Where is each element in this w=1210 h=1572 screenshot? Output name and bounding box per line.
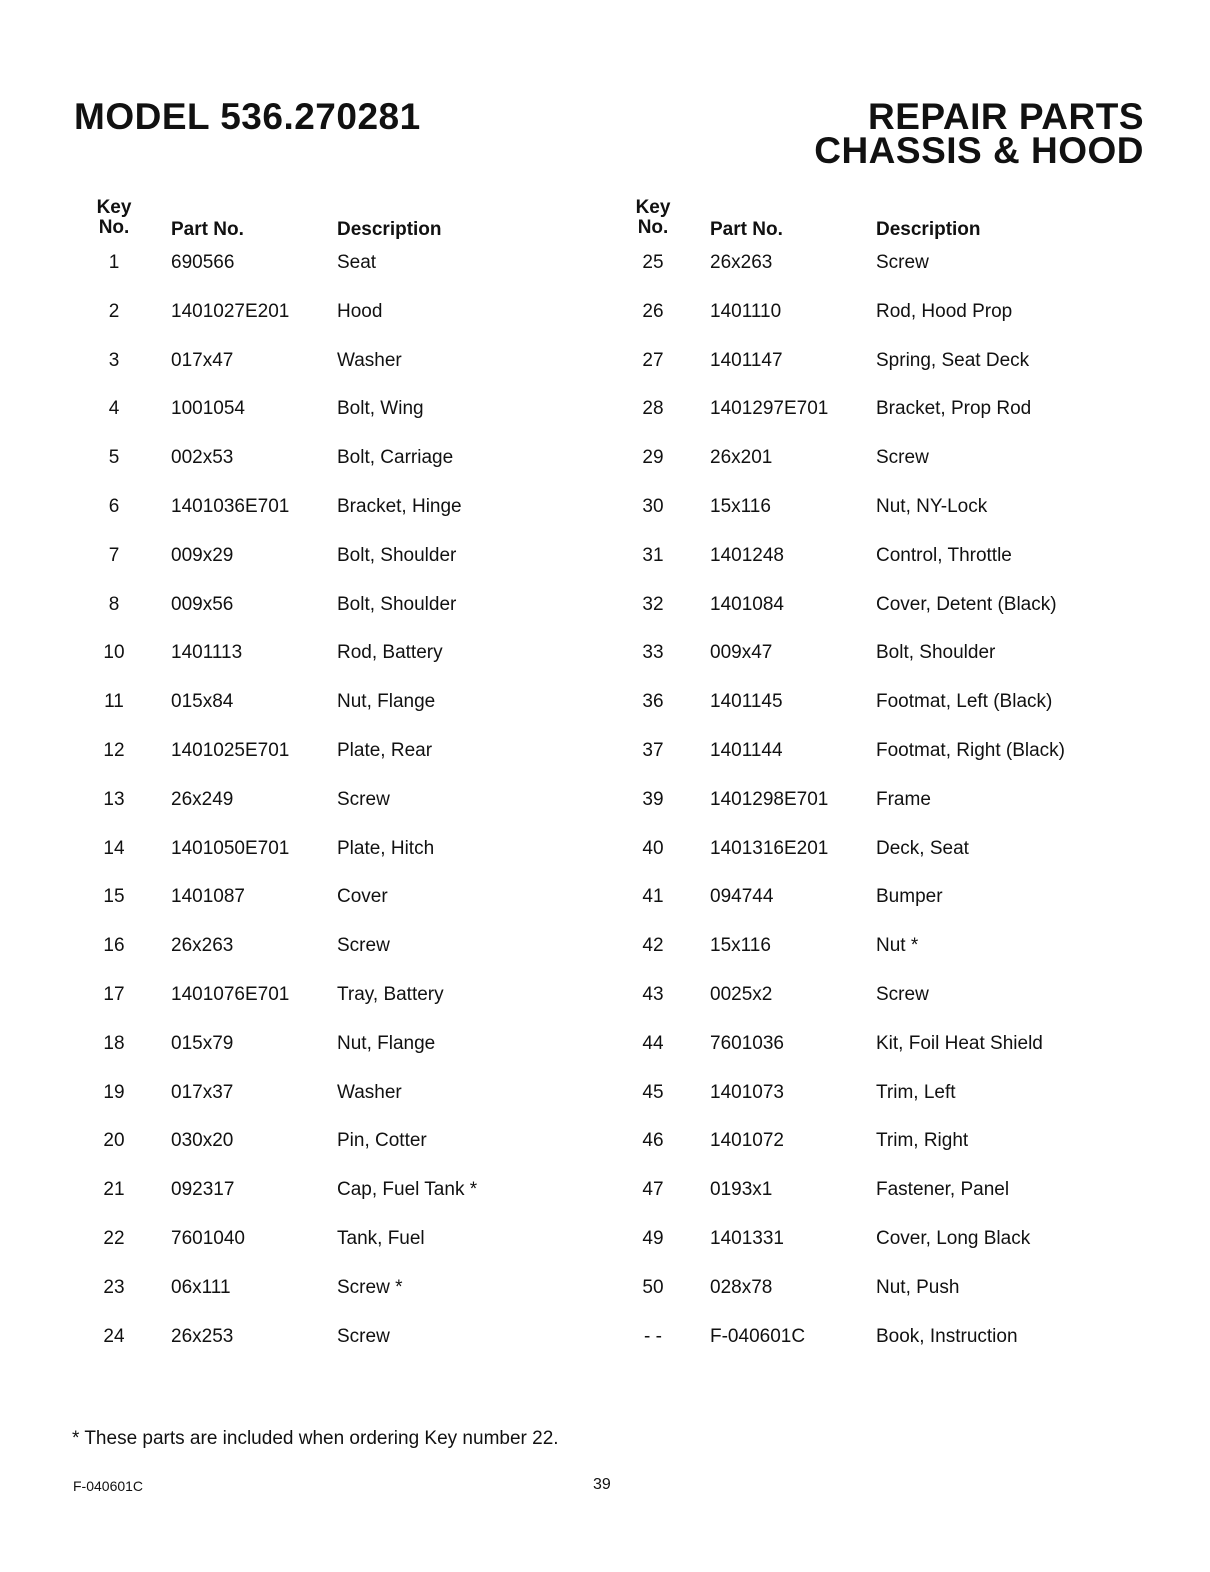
parts-row	[80, 1218, 600, 1267]
parts-row	[619, 535, 1139, 584]
key-number: 46	[642, 1130, 664, 1152]
part-description: Screw	[876, 252, 929, 273]
description-header: Description	[337, 219, 442, 240]
parts-row	[619, 486, 1139, 535]
part-number: 26x263	[171, 935, 234, 957]
part-description: Bolt, Shoulder	[876, 642, 996, 664]
key-header-line2: No.	[637, 217, 669, 238]
part-number: 1401050E701	[171, 837, 290, 859]
parts-row	[619, 730, 1139, 779]
key-number: 17	[103, 983, 125, 1005]
part-number: 1401076E701	[171, 983, 290, 1005]
section-title-line1: REPAIR PARTS	[868, 96, 1144, 137]
key-number: 2	[108, 300, 120, 322]
part-description: Bumper	[876, 886, 943, 908]
part-description: Screw	[876, 983, 929, 1005]
part-number: 0193x1	[710, 1179, 773, 1201]
part-description: Fastener, Panel	[876, 1179, 1010, 1201]
key-number: 41	[642, 886, 664, 908]
page-number: 39	[593, 1476, 611, 1493]
parts-row	[619, 974, 1139, 1023]
part-description: Trim, Right	[876, 1130, 969, 1152]
key-number: 4	[108, 398, 120, 420]
part-number: 030x20	[171, 1130, 234, 1152]
parts-row	[619, 584, 1139, 633]
parts-row	[619, 1120, 1139, 1169]
parts-row	[80, 632, 600, 681]
key-number: 26	[642, 300, 664, 322]
key-number: 3	[108, 349, 120, 371]
part-description: Nut, Flange	[337, 1032, 436, 1054]
part-number: 1401036E701	[171, 495, 290, 517]
part-description: Kit, Foil Heat Shield	[876, 1032, 1043, 1054]
part-number: 26x201	[710, 447, 773, 469]
part-number: 1401025E701	[171, 739, 290, 761]
part-number: 26x263	[710, 252, 773, 273]
part-number: 15x116	[710, 495, 771, 517]
parts-row	[619, 1267, 1139, 1316]
part-number: 094744	[710, 886, 774, 908]
parts-row	[80, 1120, 600, 1169]
key-number: 5	[108, 447, 120, 469]
parts-row	[80, 1267, 600, 1316]
part-number: 1401113	[171, 642, 243, 664]
key-number: 1	[108, 252, 120, 273]
part-description: Cover, Detent (Black)	[876, 593, 1057, 615]
parts-row	[80, 730, 600, 779]
part-description: Footmat, Right (Black)	[876, 739, 1065, 761]
part-description: Washer	[337, 1081, 402, 1103]
part-description: Bracket, Hinge	[337, 495, 462, 517]
key-number: 7	[108, 544, 120, 566]
part-description: Tray, Battery	[337, 983, 444, 1005]
key-number: 33	[642, 642, 664, 664]
key-number: 24	[103, 1325, 125, 1347]
parts-row	[619, 1316, 1139, 1365]
part-description: Footmat, Left (Black)	[876, 691, 1053, 713]
part-number: 002x53	[171, 447, 234, 469]
description-header: Description	[876, 219, 981, 240]
part-number: 1401145	[710, 691, 783, 713]
part-description: Spring, Seat Deck	[876, 349, 1030, 371]
part-description: Book, Instruction	[876, 1325, 1018, 1347]
part-number: 26x253	[171, 1325, 234, 1347]
key-number: 20	[103, 1130, 125, 1152]
parts-row	[619, 340, 1139, 389]
parts-row	[619, 779, 1139, 828]
key-header-line1: Key	[635, 197, 671, 218]
parts-row	[619, 388, 1139, 437]
parts-row	[80, 681, 600, 730]
part-number: 009x29	[171, 544, 234, 566]
parts-row	[619, 1169, 1139, 1218]
parts-row	[80, 584, 600, 633]
key-number: - -	[644, 1325, 662, 1347]
part-description: Nut, Flange	[337, 691, 436, 713]
part-number: 009x47	[710, 642, 773, 664]
part-number: 1401297E701	[710, 398, 829, 420]
key-number: 15	[103, 886, 125, 908]
part-number-header: Part No.	[171, 219, 244, 240]
part-description: Plate, Hitch	[337, 837, 435, 859]
part-number: 7601036	[710, 1032, 784, 1054]
key-number: 45	[642, 1081, 664, 1103]
parts-row	[80, 388, 600, 437]
part-description: Plate, Rear	[337, 739, 433, 761]
part-number: 1401144	[710, 739, 783, 761]
key-number-header	[94, 198, 134, 238]
parts-row	[80, 340, 600, 389]
part-description: Screw	[337, 788, 390, 810]
parts-row	[619, 681, 1139, 730]
part-number: 15x116	[710, 935, 771, 957]
part-number: 1401072	[710, 1130, 784, 1152]
part-description: Bolt, Carriage	[337, 447, 454, 469]
parts-row	[80, 437, 600, 486]
key-number: 28	[642, 398, 664, 420]
parts-row	[80, 1169, 600, 1218]
key-number: 43	[642, 983, 664, 1005]
part-description: Trim, Left	[876, 1081, 956, 1103]
model-title: MODEL 536.270281	[74, 96, 421, 137]
parts-row	[80, 1023, 600, 1072]
parts-row	[80, 242, 600, 291]
part-description: Cap, Fuel Tank *	[337, 1179, 478, 1201]
parts-rows-left	[80, 242, 600, 1364]
parts-rows-right	[619, 242, 1139, 1364]
key-number: 21	[103, 1179, 125, 1201]
parts-table-left	[80, 196, 600, 1364]
footnote: * These parts are included when ordering Key number 22.	[72, 1428, 559, 1449]
part-description: Nut, NY-Lock	[876, 495, 988, 517]
part-description: Pin, Cotter	[337, 1130, 427, 1152]
key-number: 49	[642, 1227, 664, 1249]
part-number: 7601040	[171, 1227, 245, 1249]
parts-row	[80, 291, 600, 340]
parts-row	[619, 291, 1139, 340]
part-description: Tank, Fuel	[337, 1227, 425, 1249]
part-number: 690566	[171, 252, 235, 273]
part-number: 017x37	[171, 1081, 234, 1103]
part-number: 028x78	[710, 1276, 773, 1298]
key-number: 39	[642, 788, 664, 810]
parts-row	[619, 828, 1139, 877]
column-header	[619, 196, 1139, 242]
key-number: 36	[642, 691, 664, 713]
key-number: 31	[642, 544, 664, 566]
key-number: 19	[103, 1081, 125, 1103]
part-number: 1401087	[171, 886, 245, 908]
part-description: Hood	[337, 300, 383, 322]
key-number: 16	[103, 935, 125, 957]
key-number: 44	[642, 1032, 664, 1054]
part-description: Nut *	[876, 935, 919, 957]
key-number: 50	[642, 1276, 664, 1298]
part-description: Screw	[337, 935, 390, 957]
column-header	[80, 196, 600, 242]
parts-row	[619, 925, 1139, 974]
part-description: Screw	[337, 1325, 390, 1347]
parts-row	[80, 779, 600, 828]
parts-row	[619, 1023, 1139, 1072]
key-number: 27	[642, 349, 664, 371]
key-number: 8	[108, 593, 120, 615]
part-description: Nut, Push	[876, 1276, 960, 1298]
parts-row	[619, 437, 1139, 486]
part-number: 1401331	[710, 1227, 784, 1249]
parts-row	[80, 828, 600, 877]
part-number: 1401110	[710, 300, 782, 322]
part-description: Bolt, Shoulder	[337, 544, 457, 566]
key-header-line2: No.	[98, 217, 130, 238]
part-number: 1401316E201	[710, 837, 829, 859]
part-description: Seat	[337, 252, 377, 273]
part-description: Frame	[876, 788, 931, 810]
key-number: 32	[642, 593, 664, 615]
key-number: 30	[642, 495, 664, 517]
document-code: F-040601C	[73, 1478, 144, 1494]
part-number: 015x84	[171, 691, 234, 713]
parts-row	[80, 925, 600, 974]
key-number: 37	[642, 739, 664, 761]
part-description: Screw	[876, 447, 929, 469]
part-description: Bolt, Shoulder	[337, 593, 457, 615]
part-number: 092317	[171, 1179, 235, 1201]
part-description: Deck, Seat	[876, 837, 969, 859]
part-number: F-040601C	[710, 1325, 806, 1347]
section-title-line2: CHASSIS & HOOD	[814, 130, 1144, 171]
part-number: 015x79	[171, 1032, 234, 1054]
key-number: 29	[642, 447, 664, 469]
key-number: 22	[103, 1227, 125, 1249]
part-number-header: Part No.	[710, 219, 783, 240]
part-number: 0025x2	[710, 983, 773, 1005]
part-number: 009x56	[171, 593, 234, 615]
part-description: Screw *	[337, 1276, 403, 1298]
part-description: Washer	[337, 349, 402, 371]
key-number-header	[633, 198, 673, 238]
key-number: 11	[104, 691, 124, 713]
parts-row	[80, 974, 600, 1023]
part-number: 017x47	[171, 349, 234, 371]
part-number: 1401027E201	[171, 300, 290, 322]
part-description: Rod, Hood Prop	[876, 300, 1013, 322]
parts-table-right	[619, 196, 1139, 1364]
part-description: Cover	[337, 886, 388, 908]
key-number: 23	[103, 1276, 125, 1298]
key-number: 13	[103, 788, 125, 810]
part-number: 1401298E701	[710, 788, 829, 810]
part-description: Bracket, Prop Rod	[876, 398, 1032, 420]
part-number: 1401084	[710, 593, 784, 615]
parts-row	[619, 1218, 1139, 1267]
key-number: 42	[642, 935, 664, 957]
parts-row	[619, 1072, 1139, 1121]
parts-row	[619, 876, 1139, 925]
key-header-line1: Key	[96, 197, 132, 218]
key-number: 6	[108, 495, 120, 517]
parts-row	[80, 1316, 600, 1365]
parts-row	[619, 632, 1139, 681]
part-number: 1401248	[710, 544, 784, 566]
part-description: Rod, Battery	[337, 642, 443, 664]
section-title	[814, 96, 1144, 171]
part-number: 26x249	[171, 788, 234, 810]
parts-row	[80, 486, 600, 535]
part-number: 06x111	[171, 1276, 231, 1298]
part-description: Cover, Long Black	[876, 1227, 1031, 1249]
key-number: 18	[103, 1032, 125, 1054]
part-description: Bolt, Wing	[337, 398, 424, 420]
parts-row	[80, 876, 600, 925]
key-number: 40	[642, 837, 664, 859]
key-number: 14	[103, 837, 125, 859]
parts-row	[619, 242, 1139, 291]
part-number: 1401147	[710, 349, 783, 371]
part-number: 1001054	[171, 398, 245, 420]
part-description: Control, Throttle	[876, 544, 1012, 566]
parts-row	[80, 1072, 600, 1121]
key-number: 12	[103, 739, 125, 761]
part-number: 1401073	[710, 1081, 784, 1103]
parts-row	[80, 535, 600, 584]
key-number: 25	[642, 252, 664, 273]
key-number: 47	[642, 1179, 664, 1201]
key-number: 10	[103, 642, 125, 664]
